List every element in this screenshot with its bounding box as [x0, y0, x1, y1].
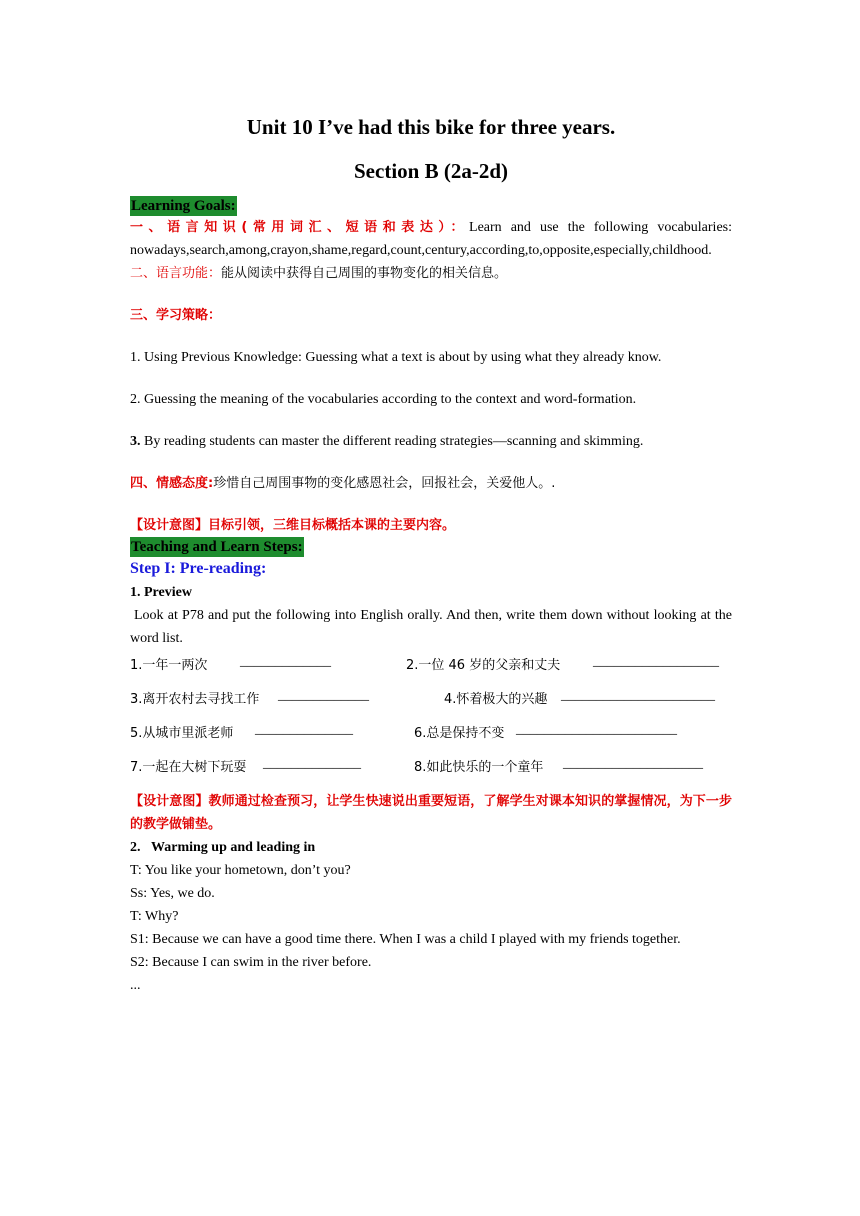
phrase-row [130, 654, 732, 688]
phrase-row [130, 756, 732, 790]
dialogue-line: S2: Because I can swim in the river before. [130, 955, 372, 970]
learning-goals-heading: Learning Goals: [131, 198, 236, 214]
steps-heading: Teaching and Learn Steps: [131, 539, 303, 555]
design-intent-1: 【设计意图】目标引领，三维目标概括本课的主要内容。 [130, 518, 456, 533]
answer-blank: _____________ [240, 654, 331, 669]
goal-4-text: 珍惜自己周围事物的变化感恩社会，回报社会，关爱他人。. [213, 476, 556, 491]
design-intent-2: 【设计意图】教师通过检查预习，让学生快速说出重要短语，了解学生对课本知识的掌握情况，为下一步的教学做铺垫。 [130, 794, 732, 832]
document-page [130, 112, 732, 997]
goal-1 [130, 216, 732, 262]
phrase-item: 7.一起在大树下玩耍 [130, 760, 247, 775]
preview-title: 1. Preview [130, 585, 192, 600]
phrase-row [130, 722, 732, 756]
dialogue-line: Ss: Yes, we do. [130, 886, 215, 901]
goal-2-text: 能从阅读中获得自己周围的事物变化的相关信息。 [221, 266, 508, 281]
goal-3-label: 三、学习策略： [130, 308, 222, 323]
phrase-item: 8.如此快乐的一个童年 [414, 760, 544, 775]
answer-blank: ______________ [255, 722, 353, 737]
phrase-item: 6.总是保持不变 [414, 726, 505, 741]
phrase-item: 4.怀着极大的兴趣 [444, 692, 548, 707]
answer-blank: ______________________ [561, 688, 715, 703]
page-title: Unit 10 I’ve had this bike for three years. [246, 115, 616, 139]
phrase-item: 1.一年一两次 [130, 658, 208, 673]
phrase-item: 5.从城市里派老师 [130, 726, 234, 741]
dialogue-line: S1: Because we can have a good time there. When I was a child I played with my friends together. [130, 932, 681, 947]
dialogue-line: ... [130, 978, 141, 993]
dialogue-line: T: You like your hometown, don’t you? [130, 863, 351, 878]
answer-blank: _____________ [278, 688, 369, 703]
goal-3 [130, 304, 732, 327]
answer-blank: _______________________ [516, 722, 677, 737]
goal-1-text: Learn and use the following vocabularies: nowadays,search,among,crayon,shame,regard,count,century,according,to,opposite,especially,childhood. [130, 220, 732, 258]
strategy-3-text: By reading students can master the different reading strategies—scanning and skimming. [140, 434, 644, 449]
strategy-1: 1. Using Previous Knowledge: Guessing what a text is about by using what they already know. [130, 350, 662, 365]
strategy-3 [130, 430, 732, 453]
goal-4 [130, 472, 732, 495]
step-1-heading: Step I: Pre-reading: [130, 560, 267, 577]
goal-4-label: 四、情感态度: [130, 476, 214, 491]
phrase-item: 2.一位 46 岁的父亲和丈夫 [406, 658, 561, 673]
warmup-title: 2. Warming up and leading in [130, 840, 316, 855]
preview-instructions: Look at P78 and put the following into English orally. And then, write them down without looking at the word list. [130, 608, 732, 646]
dialogue-line: T: Why? [130, 909, 179, 924]
page-subtitle: Section B (2a-2d) [354, 159, 508, 183]
goal-1-label: 一、语言知识(常用词汇、短语和表达）： [130, 220, 470, 235]
goal-2-label: 二、语言功能： [130, 266, 222, 281]
phrase-row [130, 688, 732, 722]
answer-blank: ______________ [263, 756, 361, 771]
strategy-3-number: 3. [130, 434, 141, 449]
answer-blank: ____________________ [563, 756, 703, 771]
strategy-2: 2. Guessing the meaning of the vocabularies according to the context and word-formation. [130, 392, 637, 407]
phrase-item: 3.离开农村去寻找工作 [130, 692, 260, 707]
answer-blank: __________________ [593, 654, 719, 669]
goal-2 [130, 262, 732, 285]
